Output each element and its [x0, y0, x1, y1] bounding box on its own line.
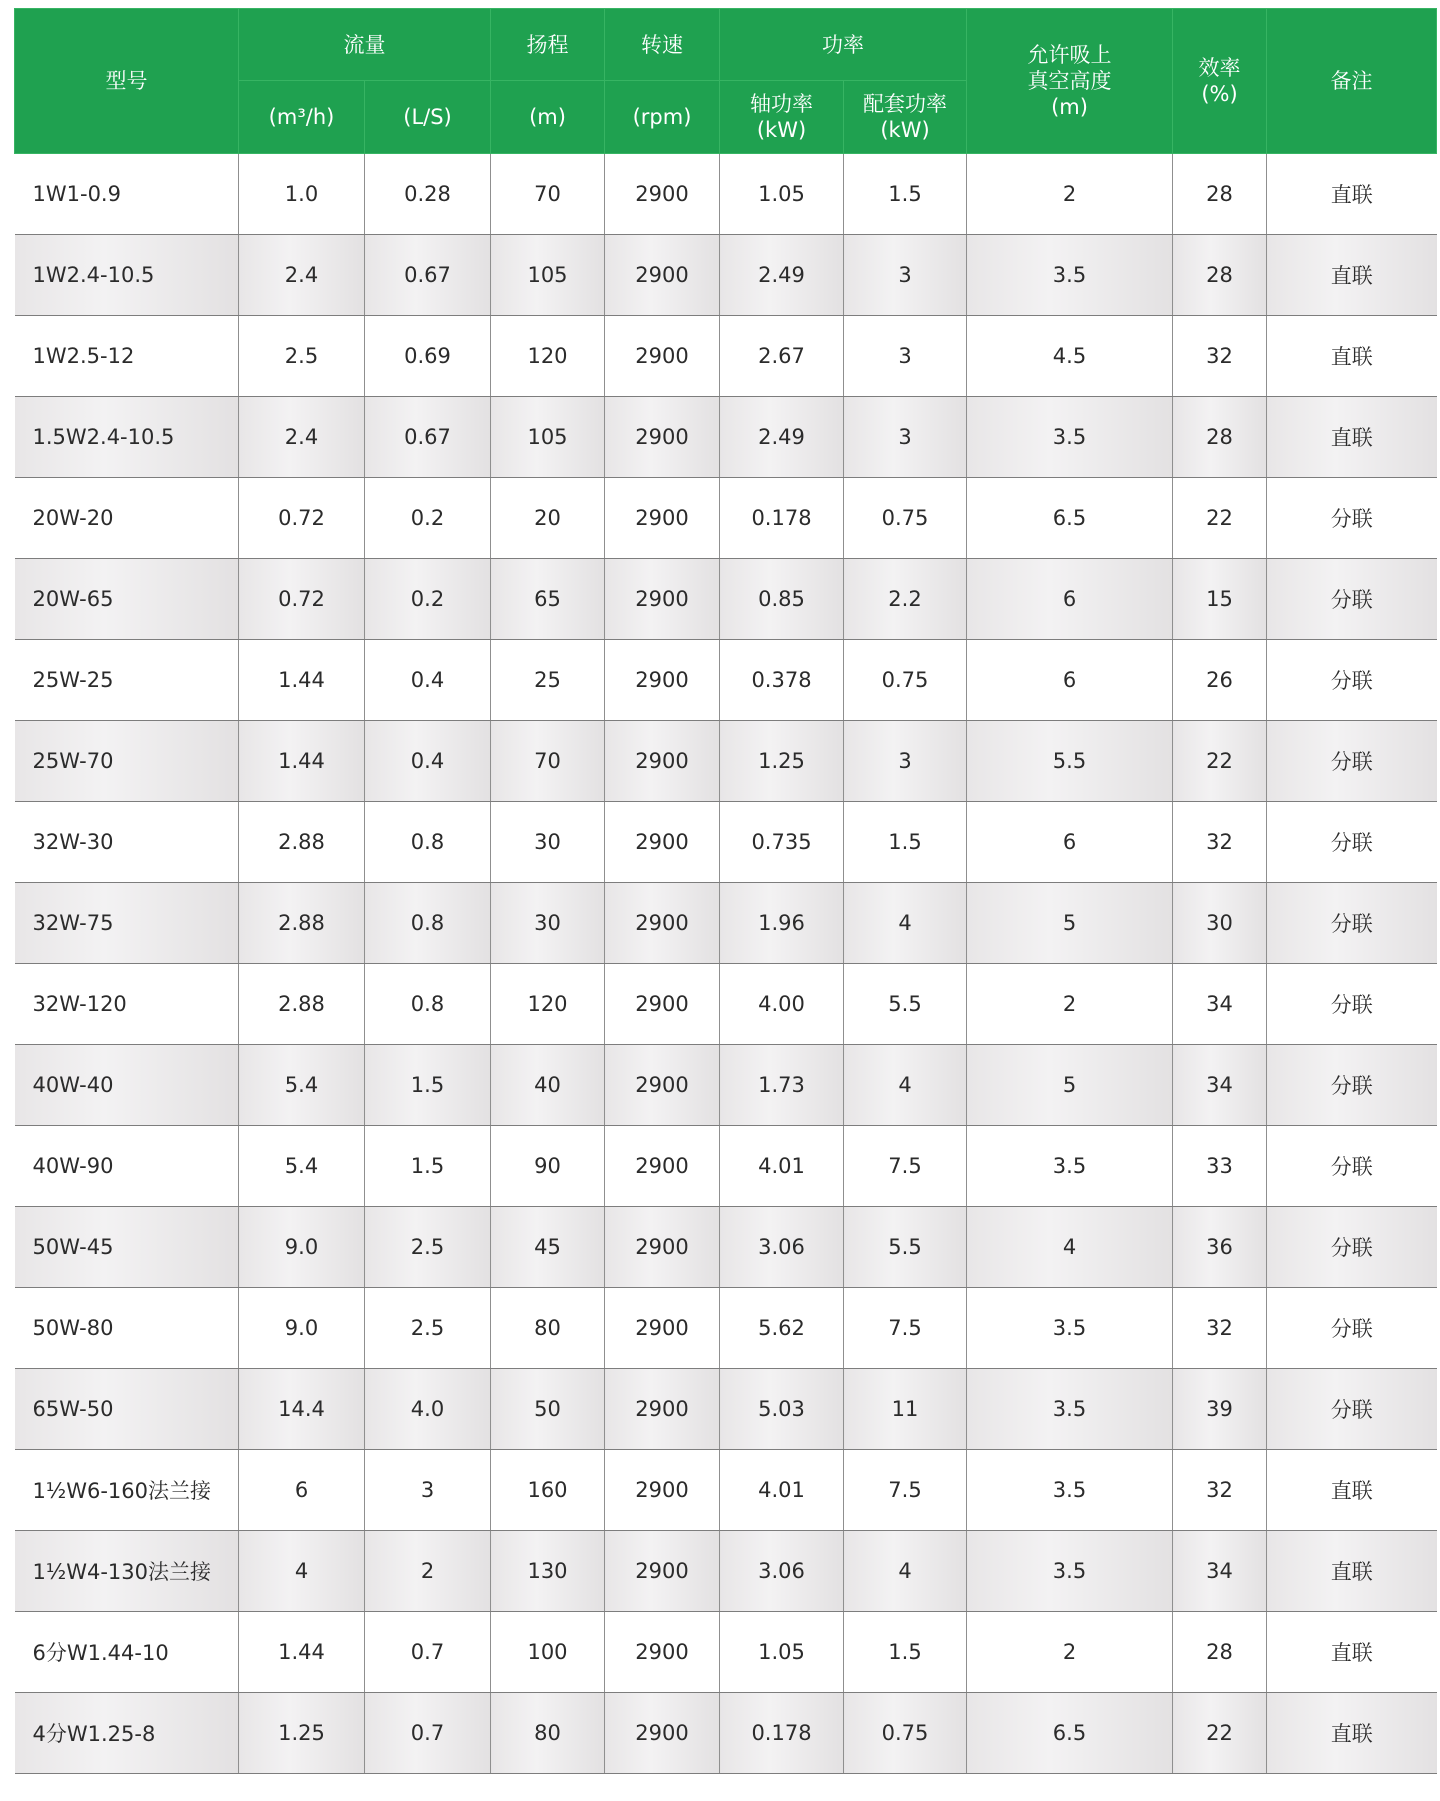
cell-shaft-power: 3.06 [720, 1207, 844, 1288]
cell-flow-ls: 0.67 [365, 235, 491, 316]
cell-flow-m3h: 9.0 [239, 1288, 365, 1369]
cell-efficiency: 26 [1173, 640, 1267, 721]
cell-shaft-power: 0.178 [720, 478, 844, 559]
cell-motor-power: 5.5 [844, 964, 967, 1045]
header-motor-power-line2: (kW) [880, 118, 930, 142]
table-row [15, 1126, 1437, 1207]
table-row [15, 1693, 1437, 1774]
cell-head: 130 [491, 1531, 605, 1612]
cell-head: 70 [491, 721, 605, 802]
cell-shaft-power: 0.178 [720, 1693, 844, 1774]
cell-speed: 2900 [605, 478, 720, 559]
cell-speed: 2900 [605, 640, 720, 721]
cell-efficiency: 28 [1173, 235, 1267, 316]
cell-head: 30 [491, 802, 605, 883]
cell-remark: 分联 [1267, 640, 1437, 721]
cell-flow-ls: 0.7 [365, 1612, 491, 1693]
cell-model: 20W-20 [15, 478, 239, 559]
cell-speed: 2900 [605, 154, 720, 235]
cell-suction-height: 2 [967, 964, 1173, 1045]
cell-motor-power: 3 [844, 235, 967, 316]
cell-shaft-power: 1.96 [720, 883, 844, 964]
cell-model: 32W-30 [15, 802, 239, 883]
cell-flow-m3h: 2.5 [239, 316, 365, 397]
header-flow-m3h: (m³/h) [239, 81, 365, 154]
cell-suction-height: 3.5 [967, 235, 1173, 316]
cell-shaft-power: 1.05 [720, 1612, 844, 1693]
cell-shaft-power: 2.49 [720, 235, 844, 316]
cell-shaft-power: 3.06 [720, 1531, 844, 1612]
cell-flow-m3h: 1.44 [239, 721, 365, 802]
table-row [15, 397, 1437, 478]
cell-head: 105 [491, 235, 605, 316]
cell-speed: 2900 [605, 1369, 720, 1450]
header-efficiency-line1: 效率 [1198, 56, 1241, 80]
cell-flow-ls: 1.5 [365, 1126, 491, 1207]
cell-shaft-power: 1.05 [720, 154, 844, 235]
cell-speed: 2900 [605, 721, 720, 802]
cell-remark: 分联 [1267, 1288, 1437, 1369]
cell-speed: 2900 [605, 1693, 720, 1774]
cell-flow-ls: 0.8 [365, 964, 491, 1045]
cell-speed: 2900 [605, 1207, 720, 1288]
cell-suction-height: 4.5 [967, 316, 1173, 397]
cell-remark: 直联 [1267, 154, 1437, 235]
header-head-unit: (m) [491, 81, 605, 154]
header-efficiency [1173, 9, 1267, 154]
cell-motor-power: 3 [844, 316, 967, 397]
cell-suction-height: 5 [967, 1045, 1173, 1126]
table-row [15, 640, 1437, 721]
cell-flow-m3h: 1.44 [239, 640, 365, 721]
cell-model: 1.5W2.4-10.5 [15, 397, 239, 478]
cell-flow-m3h: 5.4 [239, 1126, 365, 1207]
cell-head: 65 [491, 559, 605, 640]
cell-head: 40 [491, 1045, 605, 1126]
cell-head: 45 [491, 1207, 605, 1288]
cell-speed: 2900 [605, 1450, 720, 1531]
cell-head: 80 [491, 1288, 605, 1369]
header-motor-power [844, 81, 967, 154]
cell-efficiency: 32 [1173, 1288, 1267, 1369]
cell-shaft-power: 2.49 [720, 397, 844, 478]
table-row [15, 1450, 1437, 1531]
cell-suction-height: 5 [967, 883, 1173, 964]
cell-suction-height: 6.5 [967, 1693, 1173, 1774]
header-shaft-power-line1: 轴功率 [750, 92, 813, 116]
cell-flow-m3h: 4 [239, 1531, 365, 1612]
cell-remark: 分联 [1267, 1369, 1437, 1450]
header-motor-power-line1: 配套功率 [863, 92, 947, 116]
cell-flow-ls: 2.5 [365, 1207, 491, 1288]
cell-suction-height: 2 [967, 1612, 1173, 1693]
cell-model: 65W-50 [15, 1369, 239, 1450]
cell-remark: 分联 [1267, 883, 1437, 964]
cell-flow-ls: 4.0 [365, 1369, 491, 1450]
cell-efficiency: 34 [1173, 1045, 1267, 1126]
cell-head: 80 [491, 1693, 605, 1774]
cell-model: 4分W1.25-8 [15, 1693, 239, 1774]
table-row [15, 478, 1437, 559]
header-power: 功率 [720, 9, 967, 81]
cell-model: 25W-25 [15, 640, 239, 721]
cell-motor-power: 3 [844, 397, 967, 478]
table-row [15, 1288, 1437, 1369]
cell-head: 100 [491, 1612, 605, 1693]
cell-shaft-power: 4.01 [720, 1450, 844, 1531]
cell-flow-ls: 0.28 [365, 154, 491, 235]
cell-suction-height: 3.5 [967, 397, 1173, 478]
pump-spec-table-container [14, 8, 1436, 1774]
table-body [15, 154, 1437, 1774]
cell-head: 105 [491, 397, 605, 478]
cell-remark: 分联 [1267, 559, 1437, 640]
header-model: 型号 [15, 9, 239, 154]
table-row [15, 883, 1437, 964]
cell-flow-m3h: 2.88 [239, 802, 365, 883]
cell-motor-power: 5.5 [844, 1207, 967, 1288]
cell-flow-ls: 0.2 [365, 559, 491, 640]
cell-flow-ls: 0.4 [365, 640, 491, 721]
header-speed: 转速 [605, 9, 720, 81]
cell-efficiency: 32 [1173, 802, 1267, 883]
cell-flow-ls: 0.4 [365, 721, 491, 802]
cell-head: 30 [491, 883, 605, 964]
cell-flow-m3h: 2.4 [239, 397, 365, 478]
cell-model: 32W-75 [15, 883, 239, 964]
cell-flow-m3h: 5.4 [239, 1045, 365, 1126]
cell-flow-m3h: 1.25 [239, 1693, 365, 1774]
cell-model: 25W-70 [15, 721, 239, 802]
cell-suction-height: 3.5 [967, 1531, 1173, 1612]
table-row [15, 1369, 1437, 1450]
table-row [15, 721, 1437, 802]
table-row [15, 154, 1437, 235]
cell-model: 40W-90 [15, 1126, 239, 1207]
cell-flow-ls: 0.8 [365, 802, 491, 883]
cell-motor-power: 7.5 [844, 1288, 967, 1369]
header-efficiency-line2: (%) [1201, 82, 1238, 106]
cell-model: 1W1-0.9 [15, 154, 239, 235]
table-row [15, 1045, 1437, 1126]
cell-speed: 2900 [605, 964, 720, 1045]
cell-head: 120 [491, 964, 605, 1045]
cell-model: 1½W4-130法兰接 [15, 1531, 239, 1612]
cell-efficiency: 32 [1173, 316, 1267, 397]
header-suction-line2: 真空高度 [1027, 69, 1112, 93]
cell-efficiency: 22 [1173, 478, 1267, 559]
cell-suction-height: 6.5 [967, 478, 1173, 559]
cell-suction-height: 3.5 [967, 1288, 1173, 1369]
cell-motor-power: 7.5 [844, 1450, 967, 1531]
cell-head: 90 [491, 1126, 605, 1207]
cell-flow-ls: 0.67 [365, 397, 491, 478]
header-flow: 流量 [239, 9, 491, 81]
table-header [15, 9, 1437, 154]
cell-efficiency: 34 [1173, 1531, 1267, 1612]
header-shaft-power [720, 81, 844, 154]
cell-suction-height: 6 [967, 802, 1173, 883]
cell-remark: 直联 [1267, 235, 1437, 316]
table-row [15, 964, 1437, 1045]
cell-shaft-power: 4.00 [720, 964, 844, 1045]
cell-motor-power: 3 [844, 721, 967, 802]
cell-shaft-power: 0.85 [720, 559, 844, 640]
cell-head: 160 [491, 1450, 605, 1531]
cell-remark: 直联 [1267, 316, 1437, 397]
cell-remark: 分联 [1267, 802, 1437, 883]
cell-remark: 直联 [1267, 397, 1437, 478]
table-row [15, 235, 1437, 316]
cell-flow-m3h: 0.72 [239, 478, 365, 559]
cell-model: 50W-80 [15, 1288, 239, 1369]
cell-flow-m3h: 14.4 [239, 1369, 365, 1450]
cell-speed: 2900 [605, 1612, 720, 1693]
cell-efficiency: 36 [1173, 1207, 1267, 1288]
cell-shaft-power: 5.03 [720, 1369, 844, 1450]
cell-remark: 直联 [1267, 1693, 1437, 1774]
cell-motor-power: 2.2 [844, 559, 967, 640]
cell-efficiency: 22 [1173, 1693, 1267, 1774]
cell-speed: 2900 [605, 397, 720, 478]
header-shaft-power-line2: (kW) [756, 118, 807, 142]
cell-shaft-power: 4.01 [720, 1126, 844, 1207]
cell-flow-m3h: 6 [239, 1450, 365, 1531]
cell-efficiency: 28 [1173, 154, 1267, 235]
cell-motor-power: 7.5 [844, 1126, 967, 1207]
header-flow-ls: (L/S) [365, 81, 491, 154]
cell-flow-m3h: 1.0 [239, 154, 365, 235]
table-row [15, 1531, 1437, 1612]
cell-remark: 直联 [1267, 1450, 1437, 1531]
header-remark: 备注 [1267, 9, 1437, 154]
cell-remark: 分联 [1267, 721, 1437, 802]
cell-model: 1W2.4-10.5 [15, 235, 239, 316]
cell-efficiency: 32 [1173, 1450, 1267, 1531]
cell-flow-ls: 0.69 [365, 316, 491, 397]
cell-remark: 分联 [1267, 478, 1437, 559]
table-row [15, 802, 1437, 883]
cell-motor-power: 1.5 [844, 154, 967, 235]
cell-motor-power: 4 [844, 1531, 967, 1612]
cell-flow-m3h: 1.44 [239, 1612, 365, 1693]
table-row [15, 1207, 1437, 1288]
cell-remark: 直联 [1267, 1612, 1437, 1693]
cell-motor-power: 0.75 [844, 478, 967, 559]
cell-suction-height: 4 [967, 1207, 1173, 1288]
cell-model: 32W-120 [15, 964, 239, 1045]
cell-flow-m3h: 0.72 [239, 559, 365, 640]
cell-shaft-power: 0.378 [720, 640, 844, 721]
cell-efficiency: 28 [1173, 397, 1267, 478]
cell-speed: 2900 [605, 1126, 720, 1207]
cell-speed: 2900 [605, 1045, 720, 1126]
cell-flow-ls: 2.5 [365, 1288, 491, 1369]
cell-motor-power: 4 [844, 883, 967, 964]
cell-efficiency: 30 [1173, 883, 1267, 964]
cell-shaft-power: 2.67 [720, 316, 844, 397]
cell-flow-m3h: 2.88 [239, 964, 365, 1045]
cell-suction-height: 3.5 [967, 1369, 1173, 1450]
cell-efficiency: 39 [1173, 1369, 1267, 1450]
cell-flow-ls: 3 [365, 1450, 491, 1531]
table-row [15, 1612, 1437, 1693]
cell-suction-height: 6 [967, 640, 1173, 721]
cell-speed: 2900 [605, 1531, 720, 1612]
cell-motor-power: 0.75 [844, 1693, 967, 1774]
cell-remark: 分联 [1267, 964, 1437, 1045]
cell-suction-height: 3.5 [967, 1450, 1173, 1531]
cell-head: 70 [491, 154, 605, 235]
cell-shaft-power: 1.73 [720, 1045, 844, 1126]
cell-efficiency: 34 [1173, 964, 1267, 1045]
cell-flow-ls: 0.2 [365, 478, 491, 559]
header-speed-unit: (rpm) [605, 81, 720, 154]
cell-shaft-power: 1.25 [720, 721, 844, 802]
cell-head: 120 [491, 316, 605, 397]
cell-efficiency: 15 [1173, 559, 1267, 640]
cell-motor-power: 11 [844, 1369, 967, 1450]
cell-shaft-power: 0.735 [720, 802, 844, 883]
table-row [15, 559, 1437, 640]
cell-flow-m3h: 2.4 [239, 235, 365, 316]
cell-efficiency: 28 [1173, 1612, 1267, 1693]
cell-flow-ls: 0.7 [365, 1693, 491, 1774]
cell-speed: 2900 [605, 316, 720, 397]
cell-suction-height: 2 [967, 154, 1173, 235]
header-head: 扬程 [491, 9, 605, 81]
cell-efficiency: 22 [1173, 721, 1267, 802]
cell-model: 1½W6-160法兰接 [15, 1450, 239, 1531]
cell-head: 20 [491, 478, 605, 559]
cell-model: 40W-40 [15, 1045, 239, 1126]
cell-model: 1W2.5-12 [15, 316, 239, 397]
cell-motor-power: 0.75 [844, 640, 967, 721]
cell-shaft-power: 5.62 [720, 1288, 844, 1369]
cell-flow-m3h: 9.0 [239, 1207, 365, 1288]
cell-speed: 2900 [605, 802, 720, 883]
cell-motor-power: 1.5 [844, 1612, 967, 1693]
table-row [15, 316, 1437, 397]
cell-flow-ls: 1.5 [365, 1045, 491, 1126]
cell-remark: 直联 [1267, 1531, 1437, 1612]
cell-model: 20W-65 [15, 559, 239, 640]
header-suction-line3: (m) [1051, 95, 1088, 119]
cell-model: 6分W1.44-10 [15, 1612, 239, 1693]
pump-spec-table [14, 8, 1437, 1774]
cell-flow-m3h: 2.88 [239, 883, 365, 964]
header-suction-line1: 允许吸上 [1027, 43, 1112, 67]
cell-speed: 2900 [605, 559, 720, 640]
cell-suction-height: 5.5 [967, 721, 1173, 802]
cell-suction-height: 3.5 [967, 1126, 1173, 1207]
cell-model: 50W-45 [15, 1207, 239, 1288]
cell-remark: 分联 [1267, 1045, 1437, 1126]
cell-speed: 2900 [605, 883, 720, 964]
cell-head: 50 [491, 1369, 605, 1450]
cell-motor-power: 1.5 [844, 802, 967, 883]
cell-flow-ls: 0.8 [365, 883, 491, 964]
cell-efficiency: 33 [1173, 1126, 1267, 1207]
cell-suction-height: 6 [967, 559, 1173, 640]
cell-remark: 分联 [1267, 1126, 1437, 1207]
header-suction-height [967, 9, 1173, 154]
cell-motor-power: 4 [844, 1045, 967, 1126]
cell-head: 25 [491, 640, 605, 721]
cell-speed: 2900 [605, 235, 720, 316]
cell-flow-ls: 2 [365, 1531, 491, 1612]
cell-remark: 分联 [1267, 1207, 1437, 1288]
cell-speed: 2900 [605, 1288, 720, 1369]
